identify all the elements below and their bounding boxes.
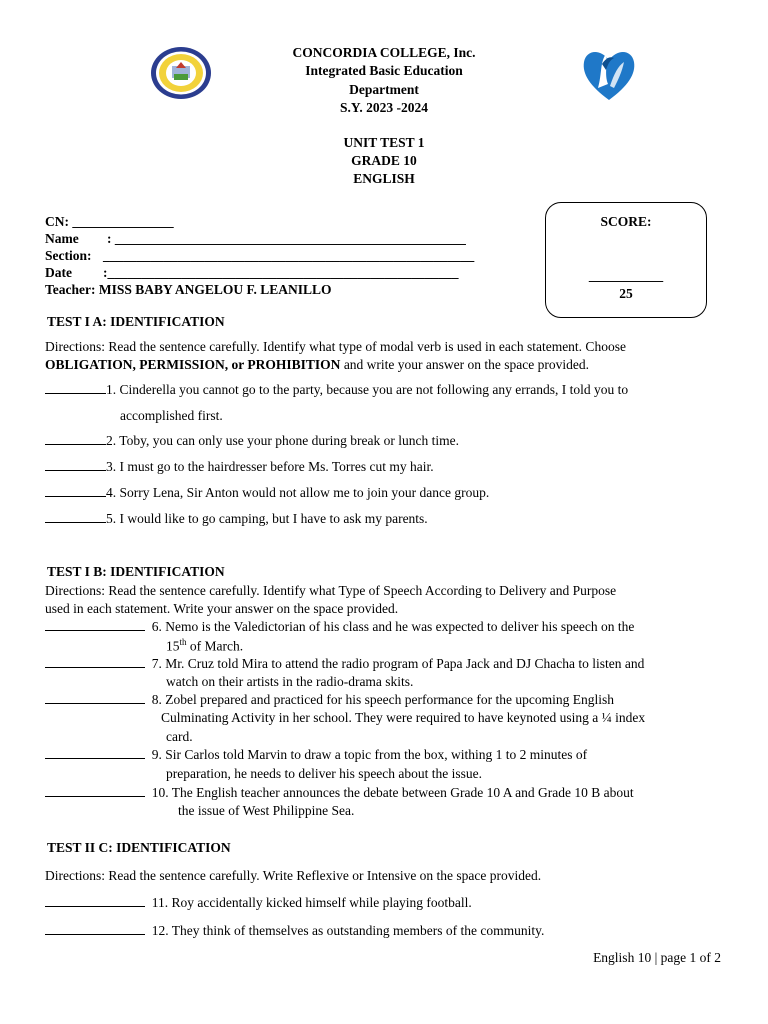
test1b-item-8	[45, 692, 614, 708]
item-number: 8.	[151, 692, 166, 707]
cn-field: CN: _______________	[45, 214, 174, 229]
score-total: 25	[619, 286, 633, 301]
school-year: S.Y. 2023 -2024	[339, 100, 428, 115]
item-number: 10.	[151, 785, 172, 800]
answer-blank	[45, 895, 145, 907]
test1b-item-10	[45, 785, 634, 801]
subject-label: ENGLISH	[353, 171, 415, 186]
name-line: : ____________________________________________________	[107, 231, 466, 246]
test-name: UNIT TEST 1	[343, 135, 425, 150]
item-text: They think of themselves as outstanding members of the community.	[171, 923, 545, 938]
test1b-item-9	[45, 747, 587, 763]
item-text: I would like to go camping, but I have to ask my parents.	[119, 511, 428, 526]
section-line: _______________________________________________________	[103, 248, 475, 263]
item-number: 7.	[151, 656, 166, 671]
item-number: 4.	[106, 485, 120, 500]
item-number: 9.	[151, 747, 166, 762]
item-text: The English teacher announces the debate between Grade 10 A and Grade 10 B about	[171, 785, 634, 800]
directions-choices: OBLIGATION, PERMISSION, or PROHIBITION	[45, 357, 341, 372]
test2c-directions: Directions: Read the sentence carefully. Write Reflexive or Intensive on the space provided.	[45, 868, 542, 883]
score-line: ___________	[588, 268, 664, 283]
answer-blank	[45, 747, 145, 759]
department-line2: Department	[349, 82, 419, 97]
test1a-item-1-cont: accomplished first.	[120, 408, 223, 423]
test1b-directions-1: Directions: Read the sentence carefully. Identify what Type of Speech According to Delivery and Purpose	[45, 583, 617, 598]
item-text: Roy accidentally kicked himself while playing football.	[171, 895, 472, 910]
name-field	[45, 230, 466, 247]
test1b-item-6	[45, 619, 634, 635]
test2c-item-12	[45, 923, 544, 939]
test1b-item-9-cont: preparation, he needs to deliver his speech about the issue.	[166, 766, 483, 781]
test1a-item-3	[45, 459, 434, 475]
item-text: Mr. Cruz told Mira to attend the radio program of Papa Jack and DJ Chacha to listen and	[165, 656, 645, 671]
item-number: 3.	[106, 459, 120, 474]
section-field	[45, 247, 474, 264]
test2c-item-11	[45, 895, 472, 911]
score-label: SCORE:	[600, 214, 652, 229]
section-label: Section:	[45, 248, 92, 263]
answer-blank	[45, 459, 106, 471]
test1a-item-4	[45, 485, 489, 501]
item-text: Zobel prepared and practiced for his speech performance for the upcoming English	[165, 692, 614, 707]
test1b-item-10-cont: the issue of West Philippine Sea.	[178, 803, 355, 818]
date-line: :____________________________________________________	[103, 265, 459, 280]
test1b-item-8-cont2: card.	[166, 729, 193, 744]
answer-blank	[45, 923, 145, 935]
item-text: Nemo is the Valedictorian of his class and he was expected to deliver his speech on the	[165, 619, 635, 634]
answer-blank	[45, 692, 145, 704]
test1b-item-8-cont: Culminating Activity in her school. They were required to have keynoted using a ¼ index	[161, 710, 646, 725]
page-footer: English 10 | page 1 of 2	[593, 950, 721, 965]
test1a-directions	[45, 338, 725, 374]
test1b-directions-2: used in each statement. Write your answer on the space provided.	[45, 601, 399, 616]
test1b-title: TEST I B: IDENTIFICATION	[47, 564, 225, 579]
test1a-item-2	[45, 433, 459, 449]
test2c-title: TEST II C: IDENTIFICATION	[47, 840, 231, 855]
item-number: 11.	[151, 895, 172, 910]
test1a-item-5	[45, 511, 428, 527]
test1b-item-7	[45, 656, 644, 672]
test1a-title: TEST I A: IDENTIFICATION	[47, 314, 225, 329]
directions-text: Directions: Read the sentence carefully. Identify what type of modal verb is used in each statement. Choose	[45, 339, 626, 354]
school-name: CONCORDIA COLLEGE, Inc.	[292, 45, 476, 60]
test1b-item-7-cont: watch on their artists in the radio-drama skits.	[166, 674, 414, 689]
directions-text-end: and write your answer on the space provided.	[340, 357, 589, 372]
cont-text-end: of March.	[186, 638, 244, 654]
item-text: Sorry Lena, Sir Anton would not allow me to join your dance group.	[119, 485, 490, 500]
item-text: Sir Carlos told Marvin to draw a topic from the box, withing 1 to 2 minutes of	[165, 747, 588, 762]
test1b-item-6-cont	[166, 637, 243, 655]
ordinal-suffix: th	[179, 637, 187, 647]
item-number: 5.	[106, 511, 120, 526]
item-number: 6.	[151, 619, 166, 634]
answer-blank	[45, 433, 106, 445]
answer-blank	[45, 619, 145, 631]
item-text: Toby, you can only use your phone during break or lunch time.	[119, 433, 459, 448]
teacher-line: Teacher: MISS BABY ANGELOU F. LEANILLO	[45, 282, 332, 297]
answer-blank	[45, 485, 106, 497]
cont-text: 15	[166, 638, 180, 654]
item-text: Cinderella you cannot go to the party, because you are not following any errands, I told you to	[119, 382, 629, 397]
date-field	[45, 264, 459, 281]
date-label: Date	[45, 265, 72, 280]
item-text: I must go to the hairdresser before Ms. Torres cut my hair.	[119, 459, 434, 474]
department-line1: Integrated Basic Education	[305, 63, 463, 78]
name-label: Name	[45, 231, 79, 246]
grade-label: GRADE 10	[351, 153, 417, 168]
item-number: 12.	[151, 923, 172, 938]
item-number: 2.	[106, 433, 120, 448]
test1a-item-1	[45, 382, 628, 398]
answer-blank	[45, 382, 106, 394]
item-number: 1.	[106, 382, 120, 397]
answer-blank	[45, 656, 145, 668]
answer-blank	[45, 785, 145, 797]
answer-blank	[45, 511, 106, 523]
